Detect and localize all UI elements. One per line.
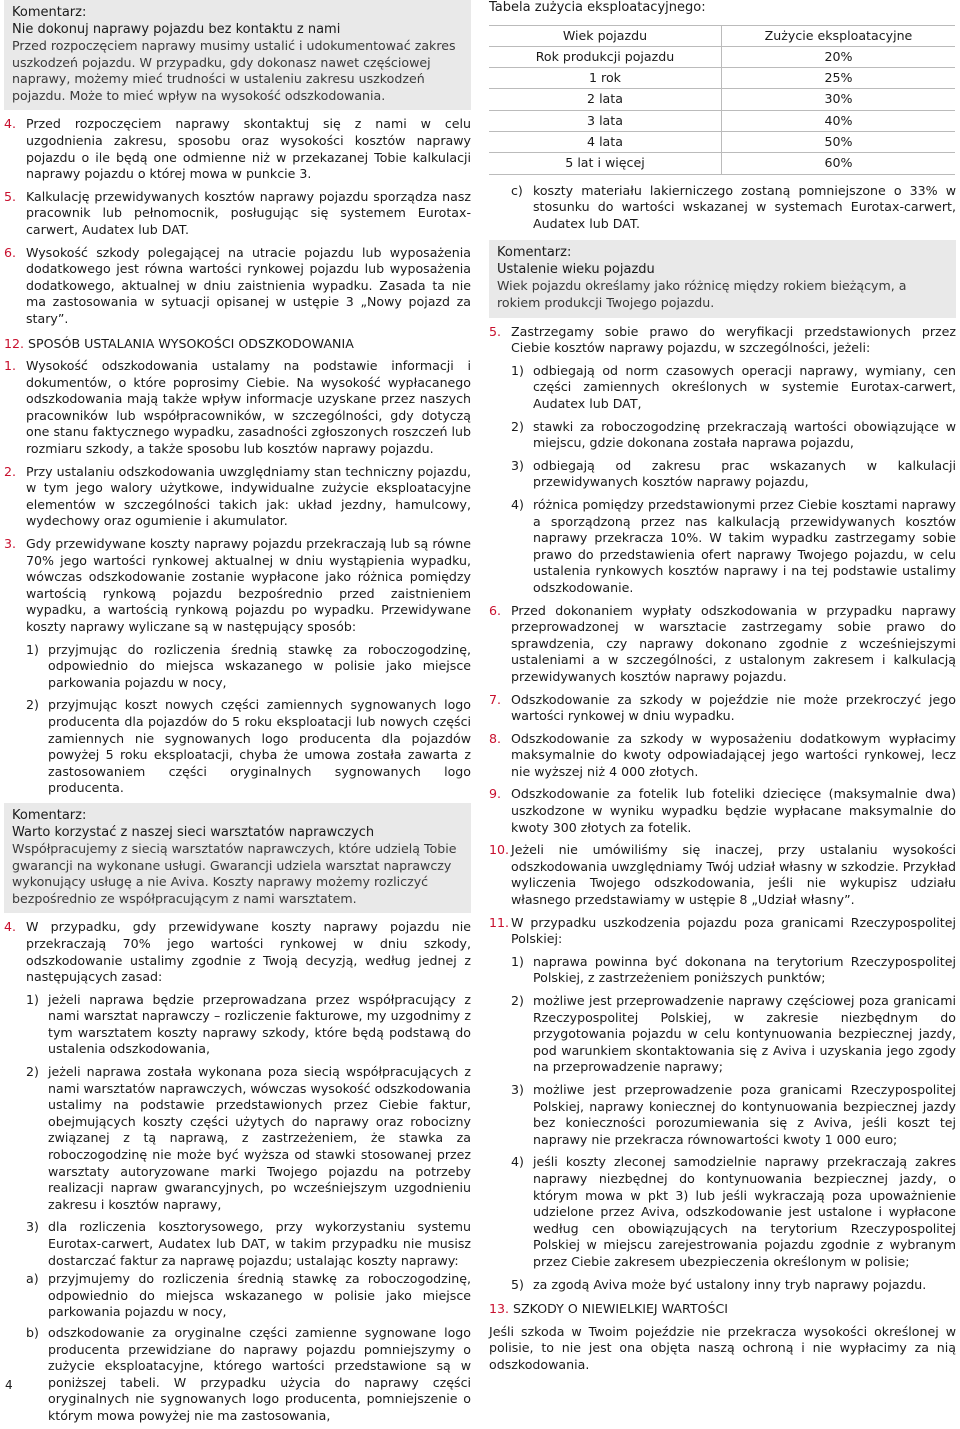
paragraph-6 xyxy=(4,245,471,328)
section-title: SZKODY O NIEWIELKIEJ WARTOŚCI xyxy=(513,1301,728,1317)
comment-title: Warto korzystać z naszej sieci warsztatów naprawczych xyxy=(12,824,375,840)
item-text: Przed dokonaniem wypłaty odszkodowania w przypadku naprawy przeprowadzonej w warsztacie zastrzegamy sobie prawo do sprawdzenia, czy naprawy dokonano zgodnie z wcześniejszymi ustaleniami a w szczególności, z ustalonym zakresem i kalkulacją przewidywanych kosztów naprawy pojazdu. xyxy=(511,602,956,684)
list-item-text: jeżeli naprawa będzie przeprowadzana przez współpracujący z nami warsztat naprawczy – rozliczenie fakturowe, my uzgodnimy z tym warsztatem koszty naprawy szkody, które będą podstawą do ustalenia odszkodowania, xyxy=(48,991,471,1057)
section12-item-1 xyxy=(4,358,471,458)
item-number: 5. xyxy=(489,323,502,339)
comment-label: Komentarz: xyxy=(497,245,572,261)
sub-list-item-letter: a) xyxy=(26,1271,39,1287)
list-item xyxy=(489,1277,956,1294)
left-column xyxy=(4,0,471,1429)
list-item-text: dla rozliczenia kosztorysowego, przy wykorzystaniu systemu Eurotax-carwert, Audatex lub DAT, w takim przypadku nie musisz dostarczać faktur za naprawę pojazdu; ustalając koszty naprawy: xyxy=(48,1219,471,1268)
section12-item-7 xyxy=(489,692,956,725)
list-item-number: 1) xyxy=(26,641,39,657)
comment-box-vehicle-age xyxy=(489,240,956,317)
paragraph-text: Przed rozpoczęciem naprawy skontaktuj się z nami w celu uzgodnienia zakresu, sposobu oraz wysokości kosztów naprawy pojazdu o ile będą one odmienne niż w przekazanej Tobie kalkulacji naprawy pojazdu o której mowa w punkcie 3. xyxy=(26,116,471,182)
item-text: W przypadku uszkodzenia pojazdu poza granicami Rzeczypospolitej Polskiej: xyxy=(511,914,956,947)
paragraph-text: Wysokość szkody polegającej na utracie pojazdu lub wyposażenia dodatkowego jest równa wartości rynkowej pojazdu lub wyposażenia dodatkowego, aktualnej w dniu zaistnienia wypadku. Zasada ta nie ma zastosowania w sytuacji opisanej w ustępie 3 „Nowy pojazd za stary”. xyxy=(26,244,471,326)
section-13-heading xyxy=(489,1301,956,1318)
table-header-row xyxy=(489,25,955,46)
list-item-number: 5) xyxy=(511,1276,524,1292)
list-item xyxy=(4,642,471,692)
paragraph-4 xyxy=(4,116,471,182)
list-item-number: 1) xyxy=(511,362,524,378)
list-item xyxy=(489,954,956,987)
list-item-text: naprawa powinna być dokonana na terytorium Rzeczypospolitej Polskiej, z zastrzeżeniem poniższych punktów; xyxy=(533,953,956,986)
table-cell: 30% xyxy=(722,89,956,110)
list-item-text: przyjmując do rozliczenia średnią stawkę za roboczogodzinę, odpowiednio do miejsca wskazanego w polisie jako miejsce parkowania pojazdu w nocy, xyxy=(48,641,471,690)
item-number: 10. xyxy=(489,842,510,858)
table-row xyxy=(489,132,955,153)
table-row xyxy=(489,153,955,174)
sub-list-item-text: przyjmujemy do rozliczenia średnią stawkę za roboczogodzinę, odpowiednio do miejsca wskazanego w polisie jako miejsce parkowania pojazdu w nocy, xyxy=(48,1271,471,1320)
table-cell: 5 lat i więcej xyxy=(489,153,722,174)
table-cell: 2 lata xyxy=(489,89,722,110)
list-item-text: możliwe jest przeprowadzenie poza granicami Rzeczypospolitej Polskiej, naprawy koniecznej do kontynuowania bezpiecznej jazdy bez konieczności porozumiewania się z Aviva, jeśli koszt tej naprawy nie przekracza równowartości kwoty 1 000 euro; xyxy=(533,1081,956,1147)
list-item-text: możliwe jest przeprowadzenie naprawy częściowej poza granicami Rzeczypospolitej Polskiej, w zakresie niezbędnym do przygotowania pojazdu w celu kontynuowania bezpiecznej jazdy, pod warunkiem skontaktowania się z Aviva i uzyskania jego zgody na przeprowadzenie naprawy; xyxy=(533,993,956,1075)
list-item xyxy=(489,363,956,413)
table-cell: 60% xyxy=(722,153,956,174)
item-number: 1. xyxy=(4,358,17,374)
list-item-number: 3) xyxy=(26,1219,39,1235)
list-item xyxy=(489,1082,956,1148)
list-item-number: 1) xyxy=(511,953,524,969)
table-row xyxy=(489,46,955,67)
table-row xyxy=(489,110,955,131)
table-cell: Rok produkcji pojazdu xyxy=(489,46,722,67)
comment-title: Nie dokonuj naprawy pojazdu bez kontaktu z nami xyxy=(12,22,341,37)
paragraph-number: 6. xyxy=(4,244,17,260)
item-number: 3. xyxy=(4,536,17,552)
section12-item-2 xyxy=(4,464,471,530)
table-cell: 50% xyxy=(722,132,956,153)
list-item-text: różnica pomiędzy przedstawionymi przez Ciebie kosztami naprawy a sporządzoną przez nas kalkulacją przewidywanych kosztów naprawy przekracza 10%. W takim wypadku zastrzegamy sobie prawo do przedstawienia ofert naprawy Twojego pojazdu, w celu ustalenia rynkowych kosztów naprawy i na tej podstawie ustalimy odszkodowanie. xyxy=(533,496,956,595)
item-text: Jeżeli nie umówiliśmy się inaczej, przy ustalaniu wysokości odszkodowania uwzględniamy Twój udział własny w szkodzie. Przykład wyliczenia Twojego odszkodowania, jeśli nie wykupisz udziału własnego przedstawiamy w ustępie 8 „Udział własny”. xyxy=(511,842,956,908)
list-item-text: koszty materiału lakierniczego zostaną pomniejszone o 33% w stosunku do wartości wskazanej w systemach Eurotax-carwert, Audatex lub DAT. xyxy=(533,182,956,231)
section12-item-5 xyxy=(489,324,956,357)
section12-item-11 xyxy=(489,915,956,948)
list-item xyxy=(489,183,956,233)
item-text: Zastrzegamy sobie prawo do weryfikacji przedstawionych przez Ciebie kosztów naprawy pojazdu, w szczególności, jeżeli: xyxy=(511,323,956,356)
paragraph-number: 5. xyxy=(4,188,17,204)
section12-item-8 xyxy=(489,731,956,781)
section12-item-3 xyxy=(4,536,471,636)
item-text: W przypadku, gdy przewidywane koszty naprawy pojazdu nie przekraczają 70% jego wartości rynkowej w dniu szkody, odszkodowanie ustalimy zgodnie z Twoją decyzją, według jednej z następujących zasad: xyxy=(26,919,471,985)
list-item xyxy=(489,458,956,491)
item-number: 6. xyxy=(489,602,502,618)
comment-title: Ustalenie wieku pojazdu xyxy=(497,262,655,278)
item-text: Wysokość odszkodowania ustalamy na podstawie informacji i dokumentów, o które poprosimy Ciebie. Na wysokość wypłacanego odszkodowania mają także wpływ informacje uzyskane przez naszych pracowników lub współpracowników, w szczególności, gdy dotyczą one stanu faktycznego wypadku, zasadności zgłoszonych roszczeń lub rozmiaru szkody, a także sposobu lub kosztów naprawy pojazdu. xyxy=(26,358,471,457)
paragraph-text: Kalkulację przewidywanych kosztów naprawy pojazdu sporządza nasz pracownik lub pełnomocnik, posługując się systemem Eurotax-carwert, Audatex lub DAT. xyxy=(26,188,471,237)
list-item xyxy=(489,993,956,1076)
list-item-number: 2) xyxy=(26,697,39,713)
table-header-cell: Zużycie eksploatacyjne xyxy=(722,25,956,46)
comment-text: Przed rozpoczęciem naprawy musimy ustalić i udokumentować zakres uszkodzeń pojazdu. W przypadku, gdy dokonasz nawet częściowej naprawy, możemy mieć trudności w ustaleniu zakresu uszkodzeń pojazdu. Może to mieć wpływ na wysokość odszkodowania. xyxy=(12,38,456,103)
table-cell: 4 lata xyxy=(489,132,722,153)
comment-label: Komentarz: xyxy=(12,5,87,20)
right-column xyxy=(489,0,956,1373)
table-cell: 20% xyxy=(722,46,956,67)
section-title: SPOSÓB USTALANIA WYSOKOŚCI ODSZKODOWANIA xyxy=(28,335,354,351)
item-number: 11. xyxy=(489,914,510,930)
comment-box-no-repair xyxy=(4,0,471,110)
list-item-number: 4) xyxy=(511,496,524,512)
list-item-text: jeśli koszty zleconej samodzielnie naprawy przekraczają zakres naprawy niezbędnej do kontynuowania bezpiecznej jazdy, o którym mowa w pkt 3) lub jeśli wykraczają poza upoważnienie udzielone przez Aviva, odszkodowanie jest ustalone i wypłacone według cen obowiązujących na terytorium Rzeczypospolitej Polskiej w miejscu zarejestrowania pojazdu zgodnie z wybranym przez Ciebie zakresem ubezpieczenia określonym w polisie; xyxy=(533,1154,956,1269)
list-item-text: odbiegają od zakresu prac wskazanych w kalkulacji przewidywanych kosztów naprawy pojazdu, xyxy=(533,457,956,490)
list-item xyxy=(4,1219,471,1269)
section-12-heading xyxy=(4,336,471,353)
list-item-text: jeżeli naprawa została wykonana poza siecią współpracujących z nami warsztatów naprawczych, wówczas wysokość odszkodowania ustalimy na podstawie przedstawionych przez Ciebie faktur, obejmujących koszty części użytych do naprawy oraz robocizny związanej z tą naprawą, z zastrzeżeniem, że stawka za roboczogodzinę nie może być wyższa od stawki stosowanej przez warsztaty autoryzowane marki Twojego pojazdu na potrzeby realizacji napraw gwarancyjnych, po wcześniejszym uzgodnieniu zakresu i kosztów naprawy, xyxy=(48,1064,471,1212)
list-item xyxy=(4,697,471,797)
item-number: 9. xyxy=(489,786,502,802)
section12-item-4 xyxy=(4,919,471,985)
table-row xyxy=(489,89,955,110)
list-item-text: za zgodą Aviva może być ustalony inny tryb naprawy pojazdu. xyxy=(533,1276,927,1292)
table-cell: 25% xyxy=(722,68,956,89)
comment-text: Współpracujemy z siecią warsztatów naprawczych, które udzielą Tobie gwarancji na wykonane usługi. Gwarancji udziela warsztat naprawczy wykonujący usługę a nie Aviva. Koszty naprawy możemy rozliczyć bezpośrednio ze współpracującym z nami warsztatem. xyxy=(12,840,457,906)
list-item xyxy=(489,1154,956,1270)
item-number: 2. xyxy=(4,463,17,479)
paragraph-number: 4. xyxy=(4,116,17,132)
list-item-number: 3) xyxy=(511,457,524,473)
list-item-number: 2) xyxy=(511,993,524,1009)
section12-item-9 xyxy=(489,786,956,836)
list-item-number: 2) xyxy=(511,418,524,434)
list-item-text: odbiegają od norm czasowych operacji naprawy, wymiany, cen części zamiennych określonych w systemie Eurotax-carwert, Audatex lub DAT, xyxy=(533,362,956,412)
list-item xyxy=(4,1064,471,1213)
wear-table xyxy=(489,25,955,175)
table-title: Tabela zużycia eksploatacyjnego: xyxy=(489,0,706,15)
paragraph-5 xyxy=(4,189,471,239)
list-item-number: 1) xyxy=(26,991,39,1007)
sub-list-item xyxy=(4,1325,471,1425)
list-item xyxy=(489,497,956,597)
item-number: 4. xyxy=(4,919,17,935)
list-item-letter: c) xyxy=(511,182,523,198)
section-number: 12. xyxy=(4,335,25,351)
list-item xyxy=(489,419,956,452)
list-item-text: przyjmując koszt nowych części zamiennych sygnowanych logo producenta dla pojazdów do 5 roku eksploatacji lub nowych części zamiennych nie sygnowanych logo producenta dla pojazdów powyżej 5 roku eksploatacji, chyba że umowa została zawarta z zastosowaniem części oryginalnych sygnowanych logo producenta. xyxy=(48,697,471,796)
item-text: Gdy przewidywane koszty naprawy pojazdu przekraczają lub są równe 70% jego wartości rynkowej aktualnej w dniu wystąpienia wypadku, wówczas odszkodowanie zostanie wypłacone jako różnica pomiędzy wartością rynkową pojazdu bezpośrednio przed zaistnieniem wypadku, a wartością rynkową pojazdu po wypadku. Przewidywane koszty naprawy wyliczane są w następujący sposób: xyxy=(26,536,471,634)
table-header-cell: Wiek pojazdu xyxy=(489,25,722,46)
page-number: 4 xyxy=(5,1378,13,1392)
section-13-text: Jeśli szkoda w Twoim pojeździe nie przekracza wysokości określonej w polisie, to nie jest ona objęta naszą ochroną i nie wypłacimy za nią odszkodowania. xyxy=(489,1323,956,1372)
item-text: Przy ustalaniu odszkodowania uwzględniamy stan techniczny pojazdu, w tym jego walory użytkowe, indywidualne zużycie eksploatacyjne elementów w szczególności takich jak: układ jezdny, hamulcowy, wydechowy oraz ogumienie i akumulator. xyxy=(26,463,471,529)
section12-item-10 xyxy=(489,842,956,908)
item-number: 8. xyxy=(489,730,502,746)
comment-label: Komentarz: xyxy=(12,807,87,823)
item-text: Odszkodowanie za szkody w wyposażeniu dodatkowym wypłacimy maksymalnie do kwoty odpowiadającej jego wartości rynkowej, lecz nie wyższej niż 4 000 złotych. xyxy=(511,730,956,779)
list-item-number: 3) xyxy=(511,1081,524,1097)
sub-list-item-text: odszkodowanie za oryginalne części zamienne sygnowane logo producenta przewidziane do naprawy pojazdu pomniejszymy o zużycie eksploatacyjne, którego wartości przedstawione są w poniższej tabeli. W przypadku użycia do naprawy części oryginalnych nie sygnowanych logo producenta, pomniejszenie o którym mowa powyżej nie ma zastosowania, xyxy=(48,1324,471,1423)
sub-list-item-letter: b) xyxy=(26,1324,39,1340)
item-text: Odszkodowanie za fotelik lub foteliki dziecięce (maksymalnie dwa) uszkodzone w wyniku wypadku będzie wypłacane maksymalnie do kwoty 300 złotych za fotelik. xyxy=(511,786,956,835)
comment-box-workshops xyxy=(4,803,471,913)
list-item-number: 2) xyxy=(26,1064,39,1080)
table-row xyxy=(489,68,955,89)
table-cell: 40% xyxy=(722,110,956,131)
section12-item-6 xyxy=(489,603,956,686)
item-text: Odszkodowanie za szkody w pojeździe nie może przekroczyć jego wartości rynkowej w dniu wypadku. xyxy=(511,691,956,724)
list-item-text: stawki za roboczogodzinę przekraczają wartości obowiązujące w miejscu, gdzie dokonana została naprawa pojazdu, xyxy=(533,418,956,451)
comment-text: Wiek pojazdu określamy jako różnicę między rokiem bieżącym, a rokiem produkcji Twojego pojazdu. xyxy=(497,278,907,311)
section-number: 13. xyxy=(489,1301,510,1317)
sub-list-item xyxy=(4,1271,471,1321)
list-item-number: 4) xyxy=(511,1154,524,1170)
table-cell: 1 rok xyxy=(489,68,722,89)
list-item xyxy=(4,992,471,1058)
item-number: 7. xyxy=(489,691,502,707)
table-cell: 3 lata xyxy=(489,110,722,131)
